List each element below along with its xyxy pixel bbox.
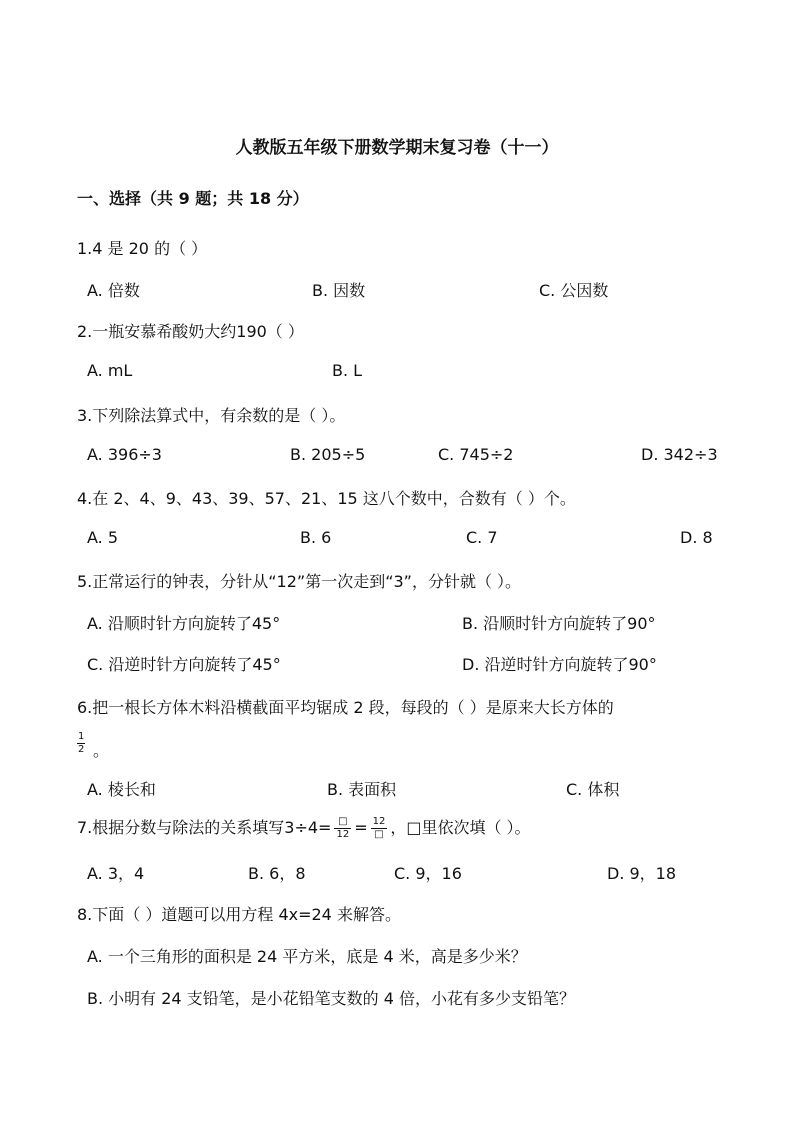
option-6b[interactable]: B. 表面积 [327,780,397,799]
option-7c[interactable]: C. 9，16 [394,864,462,883]
option-4c[interactable]: C. 7 [466,528,498,547]
question-8: 8.下面（ ）道题可以用方程 4x=24 来解答。 [77,905,401,924]
question-5: 5.正常运行的钟表，分针从“12”第一次走到“3”，分针就（ ）。 [77,572,522,591]
option-7d[interactable]: D. 9，18 [607,864,677,883]
fraction-numerator: 12 [372,816,386,827]
option-8a[interactable]: A. 一个三角形的面积是 24 平方米，底是 4 米，高是多少米？ [87,947,527,966]
section-heading: 一、选择（共 9 题；共 18 分） [77,189,309,208]
question-2: 2.一瓶安慕希酸奶大约190（ ） [77,322,304,341]
fraction-numerator: 1 [78,731,85,742]
fraction-one-half [77,731,85,756]
page-title: 人教版五年级下册数学期末复习卷（十一） [235,138,559,158]
option-4d[interactable]: D. 8 [680,528,713,547]
fraction-denominator: 2 [78,744,85,755]
option-7a[interactable]: A. 3，4 [87,864,145,883]
option-3b[interactable]: B. 205÷5 [290,445,366,464]
question-4: 4.在 2、4、9、43、39、57、21、15 这八个数中，合数有（ ）个。 [77,489,576,508]
question-7-text-a: 7.根据分数与除法的关系填写3÷4= [77,818,332,837]
option-5a[interactable]: A. 沿顺时针方向旋转了45° [87,614,281,633]
option-4b[interactable]: B. 6 [300,528,332,547]
equals-sign: = [354,818,368,837]
option-5c[interactable]: C. 沿逆时针方向旋转了45° [87,655,281,674]
fraction-denominator: 12 [336,829,350,840]
option-5d[interactable]: D. 沿逆时针方向旋转了90° [462,655,657,674]
option-4a[interactable]: A. 5 [87,528,119,547]
option-6a[interactable]: A. 棱长和 [87,780,156,799]
option-1c[interactable]: C. 公因数 [539,281,609,300]
fraction-denominator: □ [374,829,384,840]
fraction-12-over-blank [371,816,388,841]
question-6-tail: 。 [93,741,110,760]
option-1b[interactable]: B. 因数 [312,281,366,300]
option-3a[interactable]: A. 396÷3 [87,445,162,464]
question-3: 3.下列除法算式中，有余数的是（ ）。 [77,406,346,425]
option-2b[interactable]: B. L [332,361,363,380]
fraction-numerator: □ [334,816,351,829]
option-1a[interactable]: A. 倍数 [87,281,140,300]
option-7b[interactable]: B. 6，8 [248,864,306,883]
question-7-text-b: ，□里依次填（ ）。 [390,818,531,837]
option-2a[interactable]: A. mL [87,361,133,380]
question-7 [77,814,531,842]
fraction-blank-over-12 [334,816,351,841]
option-3d[interactable]: D. 342÷3 [641,445,718,464]
question-6: 6.把一根长方体木料沿横截面平均锯成 2 段，每段的（ ）是原来大长方体的 [77,698,614,717]
question-1: 1.4 是 20 的（ ） [77,239,208,258]
option-3c[interactable]: C. 745÷2 [438,445,514,464]
option-8b[interactable]: B. 小明有 24 支铅笔，是小花铅笔支数的 4 倍，小花有多少支铅笔？ [87,989,576,1008]
option-6c[interactable]: C. 体积 [566,780,620,799]
option-5b[interactable]: B. 沿顺时针方向旋转了90° [462,614,656,633]
